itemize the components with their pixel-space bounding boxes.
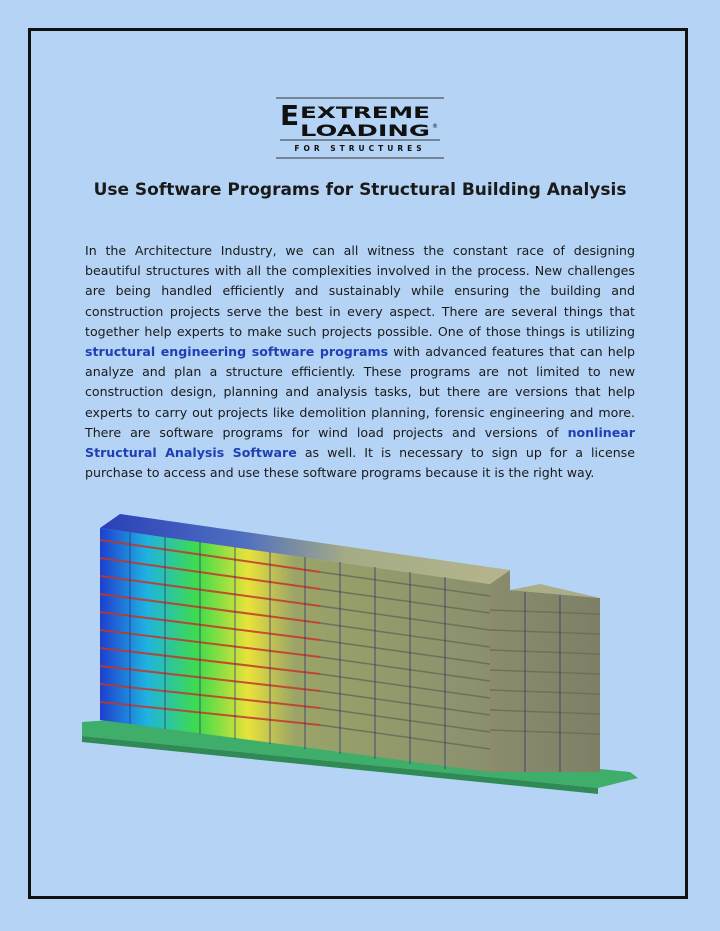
logo-line2: LOADING	[300, 121, 430, 140]
logo-line1: EXTREME	[300, 103, 430, 122]
paragraph-text-3: as well. It is necessary to sign up for a license purchase to access and use these software programs because it is the right way.	[85, 445, 635, 481]
logo-tagline: FOR STRUCTURES	[294, 144, 426, 153]
logo-big-e: E	[280, 99, 300, 132]
extreme-loading-logo	[276, 96, 444, 160]
body-paragraph	[85, 241, 635, 483]
paragraph-text-2: with advanced features that can help analyze and plan a structure efficiently. These programs are not limited to new construction design, planning and analysis tasks, but there are versions that help experts to carry out projects like demolition planning, forensic engineering and more. There are software programs for wind load projects and versions of	[85, 344, 635, 440]
page-title: Use Software Programs for Structural Building Analysis	[93, 180, 627, 200]
structural-engineering-software-link[interactable]: structural engineering software programs	[85, 344, 389, 360]
building-stress-analysis-image	[70, 510, 650, 810]
logo-reg-mark: ®	[432, 123, 438, 130]
paragraph-text-1: In the Architecture Industry, we can all witness the constant race of designing beautiful structures with all the complexities involved in the process. New challenges are being handled efficiently and sustainably while ensuring the building and construction projects serve the best in every aspect. There are several things that together help experts to make such projects possible. One of those things is utilizing	[85, 243, 635, 339]
nonlinear-analysis-software-link[interactable]: nonlinear Structural Analysis Software	[85, 424, 635, 461]
